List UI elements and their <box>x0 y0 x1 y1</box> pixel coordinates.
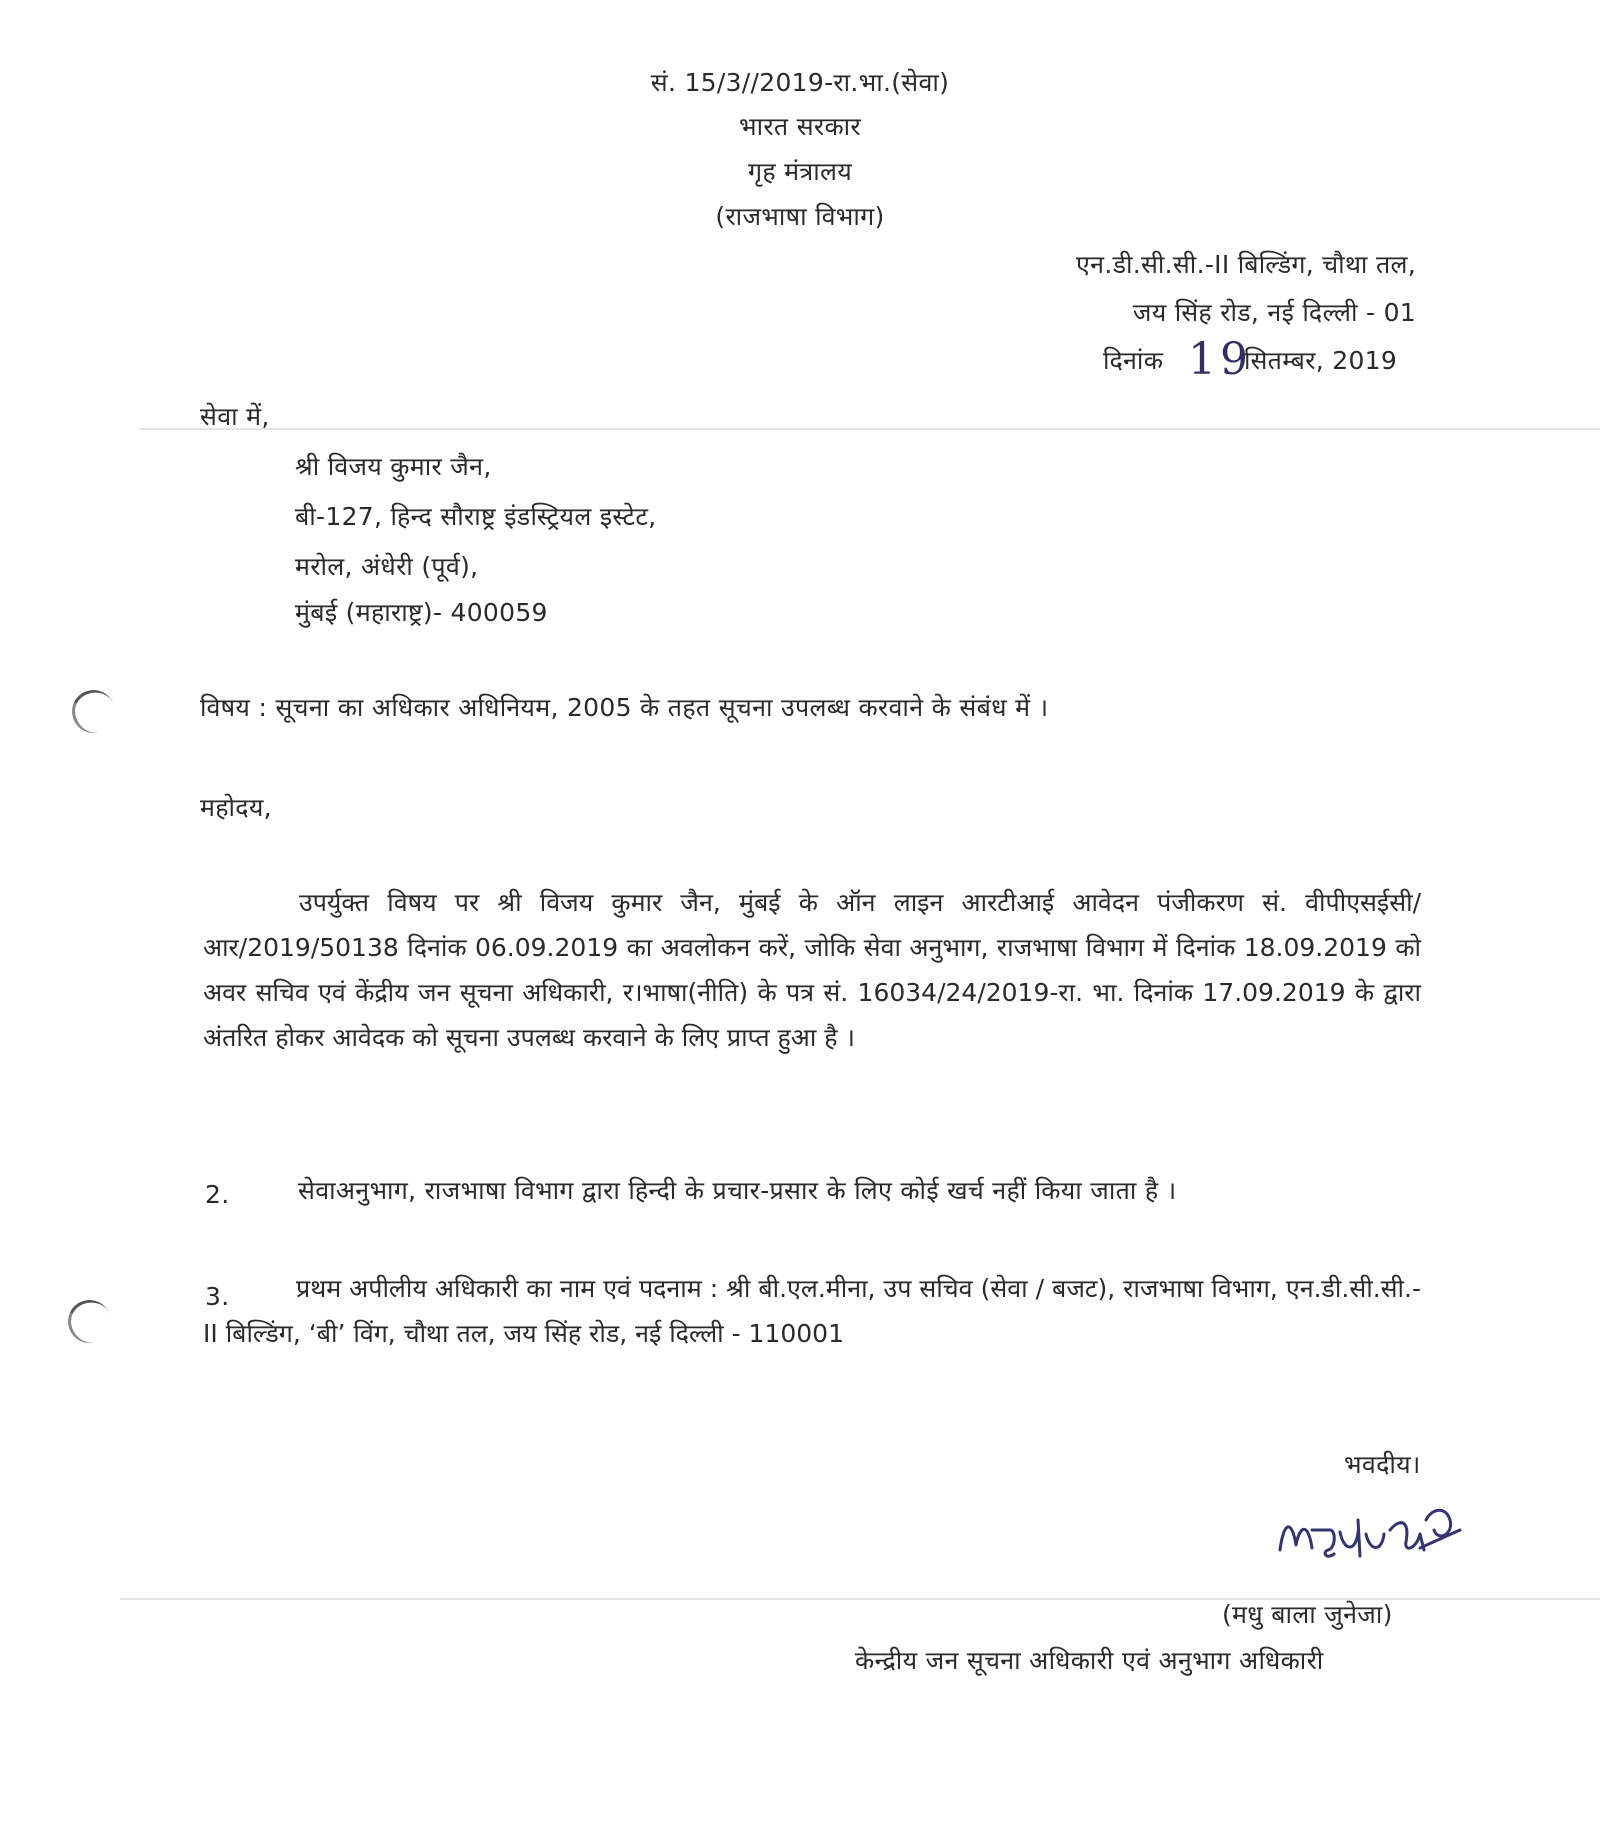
addressee-address-line-1: बी-127, हिन्द सौराष्ट्र इंडस्ट्रियल इस्टेट, <box>295 502 657 531</box>
closing-yours-faithfully: भवदीय। <box>1344 1450 1421 1479</box>
punch-hole-mark <box>66 684 121 739</box>
signatory-name: (मधु बाला जुनेजा) <box>1222 1600 1393 1629</box>
salutation-to: सेवा में, <box>200 402 270 431</box>
signatory-designation: केन्द्रीय जन सूचना अधिकारी एवं अनुभाग अधिकारी <box>855 1646 1324 1675</box>
handwritten-signature <box>1270 1490 1470 1570</box>
addressee-address-line-2: मरोल, अंधेरी (पूर्व), <box>295 552 479 581</box>
greeting: महोदय, <box>200 793 272 822</box>
punch-hole-mark <box>62 1294 117 1349</box>
paragraph-3-text: प्रथम अपीलीय अधिकारी का नाम एवं पदनाम : श्री बी.एल.मीना, उप सचिव (सेवा / बजट), राजभाषा विभाग, एन.डी.सी.सी.-II बिल्डिंग, ‘बी’ विंग, चौथा तल, जय सिंह रोड, नई दिल्ली - 110001 <box>203 1274 1421 1348</box>
subject-line: विषय : सूचना का अधिकार अधिनियम, 2005 के तहत सूचना उपलब्ध करवाने के संबंध में । <box>200 693 1049 722</box>
government-name: भारत सरकार <box>739 112 861 141</box>
paragraph-3-number: 3. <box>205 1282 230 1311</box>
paragraph-2-text: सेवाअनुभाग, राजभाषा विभाग द्वारा हिन्दी के प्रचार-प्रसार के लिए कोई खर्च नहीं किया जाता है । <box>298 1176 1177 1205</box>
reference-number: सं. 15/3//2019-रा.भा.(सेवा) <box>650 68 950 97</box>
paragraph-2-number: 2. <box>205 1180 230 1209</box>
date-prefix: दिनांक <box>1103 346 1164 375</box>
addressee-name: श्री विजय कुमार जैन, <box>295 452 492 481</box>
office-address-line-1: एन.डी.सी.सी.-II बिल्डिंग, चौथा तल, <box>1076 250 1416 279</box>
scan-artifact-line <box>140 428 1600 430</box>
department-name: (राजभाषा विभाग) <box>715 202 885 231</box>
office-address-line-2: जय सिंह रोड, नई दिल्ली - 01 <box>1132 298 1416 327</box>
paragraph-1: उपर्युक्त विषय पर श्री विजय कुमार जैन, मुंबई के ऑन लाइन आरटीआई आवेदन पंजीकरण सं. वीपीएसईसी/आर/2019/50138 दिनांक 06.09.2019 का अवलोकन करें, जोकि सेवा अनुभाग, राजभाषा विभाग में दिनांक 18.09.2019 को अवर सचिव एवं केंद्रीय जन सूचना अधिकारी, र।भाषा(नीति) के पत्र सं. 16034/24/2019-रा. भा. दिनांक 17.09.2019 के द्वारा अंतरित होकर आवेदक को सूचना उपलब्ध करवाने के लिए प्राप्त हुआ है । <box>203 888 1421 1052</box>
ministry-name: गृह मंत्रालय <box>747 157 853 186</box>
addressee-address-line-3: मुंबई (महाराष्ट्र)- 400059 <box>295 598 548 627</box>
date-month-year: सितम्बर, 2019 <box>1244 346 1398 375</box>
handwritten-date-day: 19 <box>1188 334 1252 385</box>
